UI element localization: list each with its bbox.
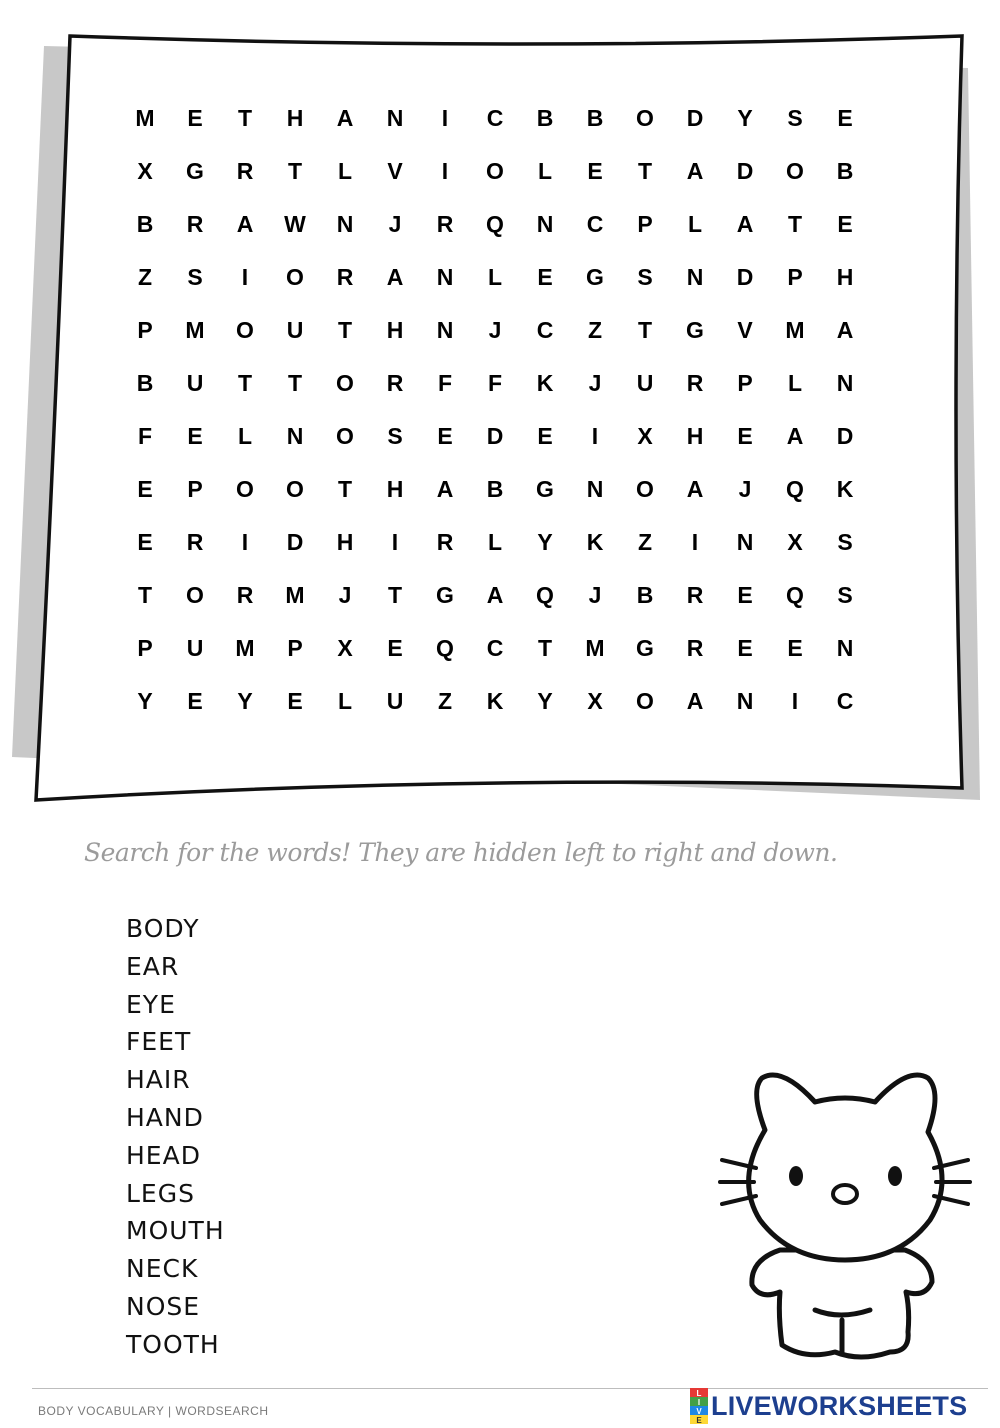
grid-cell[interactable]: T <box>237 370 253 396</box>
letter-grid <box>120 92 870 728</box>
grid-cell[interactable]: N <box>386 105 404 131</box>
grid-cell[interactable]: T <box>337 317 353 343</box>
grid-cell[interactable]: O <box>636 688 654 714</box>
grid-cell[interactable]: G <box>536 476 554 502</box>
grid-cell[interactable]: M <box>235 635 255 661</box>
grid-cell[interactable]: K <box>486 688 504 714</box>
grid-cell[interactable]: Z <box>437 688 453 714</box>
grid-cell[interactable]: G <box>436 582 454 608</box>
grid-cell[interactable]: N <box>836 370 854 396</box>
grid-cell[interactable]: A <box>686 688 704 714</box>
grid-cell[interactable]: A <box>686 158 704 184</box>
liveworksheets-brand[interactable] <box>690 1388 967 1424</box>
grid-cell[interactable]: A <box>736 211 754 237</box>
footer-caption: BODY VOCABULARY | WORDSEARCH <box>38 1404 269 1418</box>
grid-cell[interactable]: U <box>386 688 404 714</box>
grid-cell[interactable]: U <box>286 317 304 343</box>
grid-cell[interactable]: M <box>135 105 155 131</box>
grid-cell[interactable]: Z <box>587 317 603 343</box>
grid-cell[interactable]: M <box>585 635 605 661</box>
grid-cell[interactable]: E <box>837 105 853 131</box>
grid-cell[interactable]: I <box>691 529 699 555</box>
grid-cell[interactable]: T <box>387 582 403 608</box>
grid-cell[interactable]: V <box>737 317 753 343</box>
grid-cell[interactable]: D <box>736 264 754 290</box>
grid-cell[interactable]: T <box>337 476 353 502</box>
grid-cell[interactable]: K <box>586 529 604 555</box>
grid-cell[interactable]: C <box>836 688 854 714</box>
grid-cell[interactable]: F <box>437 370 453 396</box>
grid-cell[interactable]: N <box>436 317 454 343</box>
grid-cell[interactable]: E <box>537 264 553 290</box>
grid-cell[interactable]: N <box>536 211 554 237</box>
grid-cell[interactable]: I <box>241 264 249 290</box>
grid-cell[interactable]: E <box>737 423 753 449</box>
grid-cell[interactable]: N <box>736 688 754 714</box>
grid-cell[interactable]: Q <box>786 476 804 502</box>
grid-cell[interactable]: Q <box>786 582 804 608</box>
grid-cell[interactable]: R <box>686 582 704 608</box>
grid-cell[interactable]: X <box>587 688 603 714</box>
grid-cell[interactable]: X <box>137 158 153 184</box>
grid-cell[interactable]: I <box>391 529 399 555</box>
grid-cell[interactable]: A <box>336 105 354 131</box>
grid-cell[interactable]: B <box>486 476 504 502</box>
grid-cell[interactable]: S <box>637 264 653 290</box>
grid-cell[interactable]: T <box>137 582 153 608</box>
grid-cell[interactable]: B <box>136 211 154 237</box>
grid-cell[interactable]: V <box>387 158 403 184</box>
grid-cell[interactable]: A <box>786 423 804 449</box>
grid-cell[interactable]: R <box>236 158 254 184</box>
grid-cell[interactable]: E <box>187 105 203 131</box>
grid-cell[interactable]: R <box>436 211 454 237</box>
grid-cell[interactable]: E <box>537 423 553 449</box>
grid-cell[interactable]: J <box>588 370 602 396</box>
grid-cell[interactable]: R <box>436 529 454 555</box>
grid-cell[interactable]: Y <box>537 529 553 555</box>
grid-cell[interactable]: D <box>836 423 854 449</box>
grid-cell[interactable]: E <box>787 635 803 661</box>
word-list-item: NOSE <box>126 1291 201 1321</box>
grid-cell[interactable]: M <box>185 317 205 343</box>
grid-cell[interactable]: S <box>387 423 403 449</box>
grid-cell[interactable]: A <box>686 476 704 502</box>
grid-cell[interactable]: T <box>287 370 303 396</box>
grid-cell[interactable]: I <box>441 158 449 184</box>
grid-cell[interactable]: O <box>636 105 654 131</box>
liveworksheets-logo-icon <box>690 1388 708 1424</box>
grid-cell[interactable]: N <box>286 423 304 449</box>
grid-cell[interactable]: O <box>336 423 354 449</box>
svg-text:L: L <box>696 1389 702 1398</box>
grid-cell[interactable]: H <box>686 423 704 449</box>
grid-cell[interactable]: O <box>236 476 254 502</box>
word-list-item: NECK <box>126 1254 199 1284</box>
grid-cell[interactable]: O <box>186 582 204 608</box>
grid-cell[interactable]: H <box>336 529 354 555</box>
grid-cell[interactable]: M <box>785 317 805 343</box>
grid-cell[interactable]: J <box>388 211 402 237</box>
grid-cell[interactable]: A <box>836 317 854 343</box>
grid-cell[interactable]: Y <box>137 688 153 714</box>
grid-cell[interactable]: J <box>338 582 352 608</box>
grid-cell[interactable]: I <box>791 688 799 714</box>
grid-cell[interactable]: L <box>487 529 503 555</box>
grid-cell[interactable]: P <box>187 476 203 502</box>
grid-cell[interactable]: E <box>737 582 753 608</box>
grid-cell[interactable]: E <box>587 158 603 184</box>
grid-cell[interactable]: S <box>837 529 853 555</box>
grid-cell[interactable]: G <box>586 264 604 290</box>
grid-cell[interactable]: U <box>636 370 654 396</box>
grid-cell[interactable]: N <box>836 635 854 661</box>
grid-cell[interactable]: F <box>487 370 503 396</box>
grid-cell[interactable]: P <box>287 635 303 661</box>
grid-cell[interactable]: T <box>287 158 303 184</box>
grid-cell[interactable]: I <box>441 105 449 131</box>
grid-cell[interactable]: Y <box>537 688 553 714</box>
grid-cell[interactable]: S <box>787 105 803 131</box>
word-list-item: EYE <box>126 989 176 1019</box>
word-list-item: HEAD <box>126 1140 201 1170</box>
grid-cell[interactable]: C <box>586 211 604 237</box>
grid-cell[interactable]: P <box>137 635 153 661</box>
grid-cell[interactable]: C <box>486 105 504 131</box>
grid-cell[interactable]: A <box>386 264 404 290</box>
instructions-text: Search for the words! They are hidden left to right and down. <box>84 838 838 867</box>
grid-cell[interactable]: O <box>286 264 304 290</box>
grid-cell[interactable]: L <box>487 264 503 290</box>
grid-cell[interactable]: N <box>736 529 754 555</box>
grid-cell[interactable]: L <box>687 211 703 237</box>
grid-cell[interactable]: G <box>636 635 654 661</box>
word-list-item: MOUTH <box>126 1216 225 1246</box>
grid-cell[interactable]: G <box>186 158 204 184</box>
grid-cell[interactable]: P <box>737 370 753 396</box>
grid-cell[interactable]: P <box>637 211 653 237</box>
grid-cell[interactable]: O <box>336 370 354 396</box>
brand-name: LIVEWORKSHEETS <box>711 1390 968 1421</box>
grid-cell[interactable]: Y <box>737 105 753 131</box>
grid-cell[interactable]: E <box>187 688 203 714</box>
grid-cell[interactable]: I <box>591 423 599 449</box>
grid-cell[interactable]: T <box>787 211 803 237</box>
grid-cell[interactable]: N <box>336 211 354 237</box>
grid-cell[interactable]: T <box>537 635 553 661</box>
grid-cell[interactable]: J <box>738 476 752 502</box>
grid-cell[interactable]: I <box>241 529 249 555</box>
grid-cell[interactable]: R <box>236 582 254 608</box>
word-list-item: LEGS <box>126 1178 195 1208</box>
grid-cell[interactable]: N <box>686 264 704 290</box>
grid-cell[interactable]: O <box>236 317 254 343</box>
grid-cell[interactable]: S <box>187 264 203 290</box>
word-list-item: HAND <box>126 1102 204 1132</box>
grid-cell[interactable]: J <box>488 317 502 343</box>
grid-cell[interactable]: X <box>637 423 653 449</box>
grid-cell[interactable]: C <box>486 635 504 661</box>
grid-cell[interactable]: T <box>637 158 653 184</box>
grid-cell[interactable]: E <box>187 423 203 449</box>
grid-cell[interactable]: F <box>137 423 153 449</box>
grid-cell[interactable]: A <box>236 211 254 237</box>
svg-text:I: I <box>697 1398 701 1407</box>
grid-cell[interactable]: E <box>137 529 153 555</box>
grid-cell[interactable]: T <box>637 317 653 343</box>
grid-cell[interactable]: W <box>284 211 306 237</box>
grid-cell[interactable]: P <box>787 264 803 290</box>
grid-cell[interactable]: N <box>586 476 604 502</box>
word-list-item: TOOTH <box>126 1329 220 1359</box>
grid-cell[interactable]: X <box>337 635 353 661</box>
word-list <box>126 910 225 1364</box>
grid-cell[interactable]: X <box>787 529 803 555</box>
grid-cell[interactable]: R <box>186 529 204 555</box>
grid-cell[interactable]: Z <box>137 264 153 290</box>
grid-cell[interactable]: R <box>186 211 204 237</box>
grid-cell[interactable]: R <box>336 264 354 290</box>
grid-cell[interactable]: R <box>686 635 704 661</box>
grid-cell[interactable]: P <box>137 317 153 343</box>
grid-cell[interactable]: Q <box>536 582 554 608</box>
grid-cell[interactable]: T <box>237 105 253 131</box>
hello-kitty-illustration <box>710 1070 980 1370</box>
grid-cell[interactable]: O <box>636 476 654 502</box>
grid-cell[interactable]: D <box>736 158 754 184</box>
grid-cell[interactable]: Z <box>637 529 653 555</box>
grid-cell[interactable]: O <box>786 158 804 184</box>
grid-cell[interactable]: O <box>286 476 304 502</box>
grid-cell[interactable]: E <box>737 635 753 661</box>
grid-cell[interactable]: Q <box>486 211 504 237</box>
grid-cell[interactable]: E <box>287 688 303 714</box>
grid-cell[interactable]: S <box>837 582 853 608</box>
grid-cell[interactable]: B <box>136 370 154 396</box>
word-list-item: BODY <box>126 914 200 943</box>
grid-cell[interactable]: G <box>686 317 704 343</box>
grid-cell[interactable]: H <box>286 105 304 131</box>
word-list-item: HAIR <box>126 1065 191 1095</box>
grid-cell[interactable]: B <box>636 582 654 608</box>
grid-cell[interactable]: J <box>588 582 602 608</box>
grid-cell[interactable]: H <box>386 476 404 502</box>
grid-cell[interactable]: H <box>836 264 854 290</box>
grid-cell[interactable]: M <box>285 582 305 608</box>
grid-cell[interactable]: Q <box>436 635 454 661</box>
grid-cell[interactable]: U <box>186 635 204 661</box>
grid-cell[interactable]: L <box>337 688 353 714</box>
grid-cell[interactable]: D <box>486 423 504 449</box>
word-list-item: FEET <box>126 1027 192 1057</box>
grid-cell[interactable]: C <box>536 317 554 343</box>
grid-cell[interactable]: Y <box>237 688 253 714</box>
grid-cell[interactable]: R <box>686 370 704 396</box>
grid-cell[interactable]: E <box>387 635 403 661</box>
grid-cell[interactable]: L <box>337 158 353 184</box>
grid-cell[interactable]: R <box>386 370 404 396</box>
grid-cell[interactable]: E <box>437 423 453 449</box>
grid-cell[interactable]: A <box>436 476 454 502</box>
grid-cell[interactable]: N <box>436 264 454 290</box>
word-list-item: EAR <box>126 951 180 981</box>
grid-cell[interactable]: L <box>537 158 553 184</box>
grid-cell[interactable]: K <box>836 476 854 502</box>
grid-cell[interactable]: B <box>836 158 854 184</box>
grid-cell[interactable]: E <box>837 211 853 237</box>
grid-cell[interactable]: B <box>586 105 604 131</box>
grid-cell[interactable]: A <box>486 582 504 608</box>
grid-cell[interactable]: K <box>536 370 554 396</box>
svg-text:E: E <box>696 1416 702 1424</box>
grid-cell[interactable]: D <box>686 105 704 131</box>
grid-cell[interactable]: H <box>386 317 404 343</box>
grid-cell[interactable]: E <box>137 476 153 502</box>
grid-cell[interactable]: O <box>486 158 504 184</box>
grid-cell[interactable]: U <box>186 370 204 396</box>
grid-cell[interactable]: L <box>787 370 803 396</box>
grid-cell[interactable]: L <box>237 423 253 449</box>
grid-cell[interactable]: D <box>286 529 304 555</box>
grid-cell[interactable]: B <box>536 105 554 131</box>
svg-text:V: V <box>696 1407 702 1416</box>
